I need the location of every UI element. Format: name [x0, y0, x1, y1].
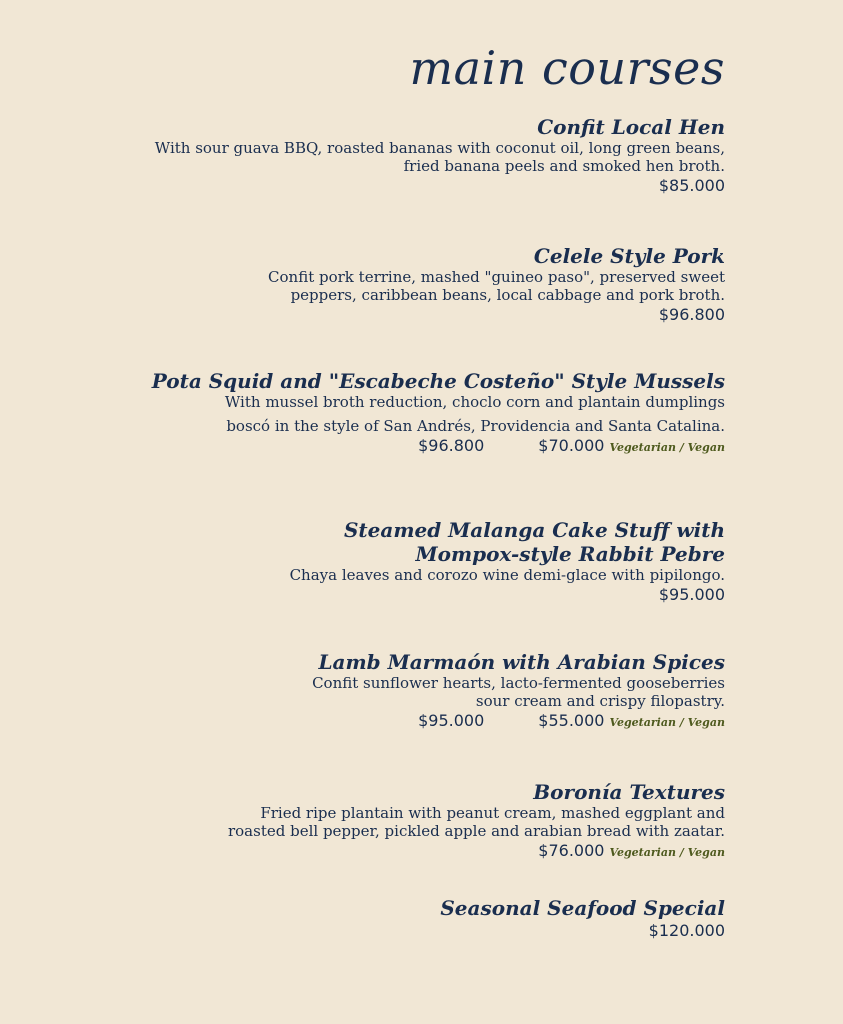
dish-price: $95.000 — [658, 585, 725, 604]
dish-name: Steamed Malanga Cake Stuff with — [343, 518, 725, 542]
dish-price-alt: $55.000 — [538, 711, 605, 730]
dish-item — [268, 244, 725, 326]
dish-price: $120.000 — [648, 921, 725, 940]
dish-price: $96.800 — [658, 305, 725, 324]
dish-price-row — [312, 710, 725, 734]
dish-item — [152, 369, 725, 459]
diet-tag: Vegetarian / Vegan — [609, 441, 725, 454]
dish-name: Boronía Textures — [533, 780, 725, 804]
dish-description: Fried ripe plantain with peanut cream, mashed eggplant and — [260, 804, 725, 822]
dish-name: Seasonal Seafood Special — [440, 896, 725, 920]
dish-price-alt: $70.000 — [538, 436, 605, 455]
dish-description: Confit sunflower hearts, lacto-fermented gooseberries — [312, 674, 725, 692]
dish-name: Lamb Marmaón with Arabian Spices — [318, 650, 725, 674]
dish-description: sour cream and crispy filopastry. — [475, 692, 725, 710]
dish-description: With sour guava BBQ, roasted bananas with coconut oil, long green beans, — [154, 139, 725, 157]
dish-name: Mompox-style Rabbit Pebre — [415, 542, 725, 566]
dish-description: Chaya leaves and corozo wine demi-glace with pipilongo. — [289, 566, 725, 584]
dish-description: Confit pork terrine, mashed "guineo paso", preserved sweet — [268, 268, 725, 286]
dish-name: Pota Squid and "Escabeche Costeño" Style Mussels — [151, 369, 725, 393]
dish-price: $96.800 — [418, 436, 485, 455]
dish-price: $95.000 — [418, 711, 485, 730]
diet-tag: Vegetarian / Vegan — [609, 846, 725, 859]
dish-price-row — [228, 840, 725, 864]
dish-description: roasted bell pepper, pickled apple and arabian bread with zaatar. — [227, 822, 725, 840]
dish-description: peppers, caribbean beans, local cabbage and pork broth. — [290, 286, 725, 304]
page-title: main courses — [409, 41, 725, 95]
dish-item — [228, 780, 725, 864]
dish-description: fried banana peels and smoked hen broth. — [403, 157, 725, 175]
dish-price: $85.000 — [658, 176, 725, 195]
dish-item — [312, 650, 725, 734]
dish-item — [155, 115, 725, 197]
dish-price-row — [152, 435, 725, 459]
dish-name: Confit Local Hen — [537, 115, 725, 139]
dish-item — [440, 896, 725, 942]
dish-name: Celele Style Pork — [533, 244, 725, 268]
dish-price: $76.000 — [538, 841, 605, 860]
dish-description: With mussel broth reduction, choclo corn and plantain dumplings — [224, 393, 725, 411]
dish-item — [290, 518, 725, 606]
diet-tag: Vegetarian / Vegan — [609, 716, 725, 729]
dish-description: boscó in the style of San Andrés, Providencia and Santa Catalina. — [226, 417, 725, 435]
